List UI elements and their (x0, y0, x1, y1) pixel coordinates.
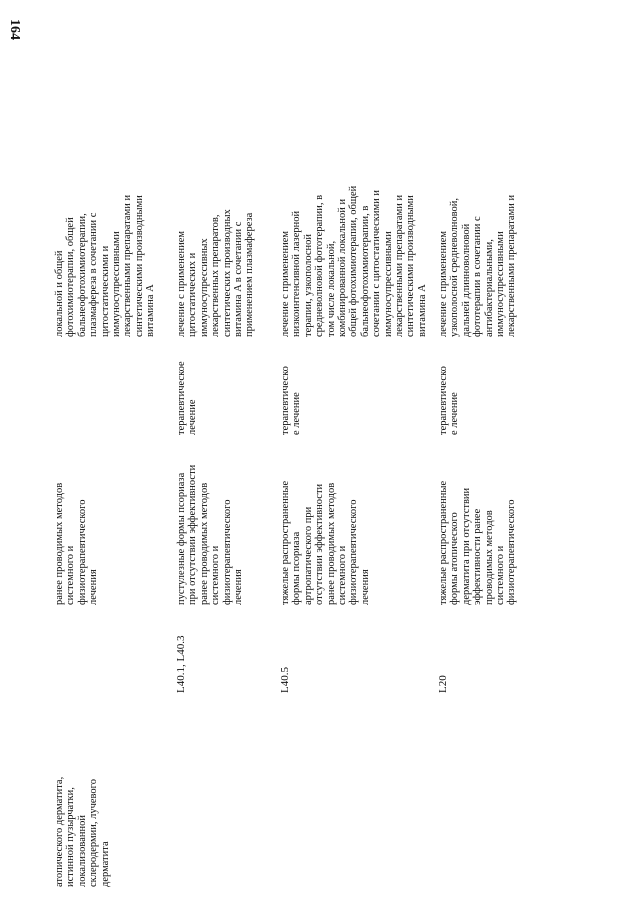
cell-line: плазмафереза в сочетании с (88, 212, 100, 337)
cell-line: системного и (495, 545, 507, 605)
cell-line: при отсутствии эффективности (187, 464, 199, 605)
cell-line: формы псориаза (291, 531, 303, 605)
cell-line: лекарственными препаратами и (122, 194, 134, 337)
cell-line: физиотерапевтического (76, 499, 88, 605)
cell-line: дерматита (99, 841, 111, 887)
row-0-disease (54, 777, 111, 887)
cell-line: системного и (210, 545, 222, 605)
cell-line: лечение с применением (280, 230, 291, 337)
cell-line: ранее проводимых методов (54, 482, 65, 605)
cell-line: фототерапии в сочетании с (472, 216, 484, 337)
row-0-model (54, 483, 100, 605)
cell-line: склеродермии, лучевого (88, 779, 100, 887)
cell-line: применением плазмафереза (244, 212, 256, 337)
row-3-method (438, 195, 518, 337)
cell-line: витамина A в сочетании с (233, 221, 245, 337)
row-1-model (176, 465, 244, 605)
cell-line: лечения (233, 569, 245, 605)
cell-line: атопического дерматита, (54, 776, 65, 887)
cell-line: иммуносупрессивными (382, 231, 394, 337)
cell-line: ранее проводимых методов (325, 482, 337, 605)
page-number: 164 (7, 19, 22, 40)
cell-line: локализованной (76, 815, 88, 887)
cell-line: цитостатических и (187, 252, 199, 337)
cell-line: артропатического при (302, 506, 314, 605)
cell-line: лечение с применением (176, 230, 187, 337)
cell-line: дальней длинноволновой (460, 223, 472, 337)
row-2-method (280, 186, 428, 337)
row-1-treatment-type (176, 361, 199, 435)
cell-line: синтетическими производными (405, 195, 417, 337)
cell-line: лечения (359, 569, 371, 605)
cell-line: средневолновой фототерапии, в (314, 194, 326, 337)
cell-line: терапевтическо (438, 366, 449, 435)
cell-line: системного и (337, 545, 349, 605)
cell-line: лечение (187, 399, 199, 435)
cell-line: иммуносупрессивными (495, 231, 507, 337)
row-2-treatment-type (280, 366, 303, 435)
row-2-model (280, 481, 371, 605)
cell-line: физиотерапевтического (348, 499, 360, 605)
cell-line: синтетических производных (221, 209, 233, 337)
cell-line: лечения (88, 569, 100, 605)
cell-line: системного и (65, 545, 77, 605)
cell-line: бальнеофотохимиотерапии, (76, 213, 88, 337)
cell-line: терапевтическо (280, 366, 291, 435)
cell-line: общей фотохимиотерапии, общей (348, 185, 360, 337)
cell-line: эффективности ранее (472, 508, 484, 605)
cell-line: локальной и общей (54, 250, 65, 337)
cell-line: терапии, узкополосной (302, 234, 314, 337)
row-3-treatment-type (438, 366, 461, 435)
cell-line: том числе локальной, (325, 240, 337, 337)
cell-line: тяжелые распространенные (438, 480, 449, 605)
cell-line: лечение с применением (438, 230, 449, 337)
cell-line: е лечение (291, 392, 303, 435)
cell-line: комбинированной локальной и (337, 198, 349, 337)
cell-line: антибактериальными, (483, 239, 495, 337)
cell-line: отсутствии эффективности (314, 483, 326, 605)
cell-line: синтетическими производными (133, 195, 145, 337)
cell-line: тяжелые распространенные (280, 480, 291, 605)
cell-line: е лечение (449, 392, 461, 435)
cell-line: витамина A (145, 284, 157, 337)
row-1-code: L40.1, L40.3 (175, 635, 187, 693)
cell-line: узкополосной средневолновой, (449, 197, 461, 337)
cell-line: сочетании с цитостатическими и (371, 190, 383, 337)
cell-line: дерматита при отсутствии (460, 487, 472, 605)
cell-line: лекарственными препаратами и (394, 194, 406, 337)
cell-line: цитостатическими и (99, 245, 111, 337)
cell-line: пустулезные формы псориаза (176, 472, 187, 605)
cell-line: ранее проводимых методов (198, 482, 210, 605)
cell-line: витамина A (416, 284, 428, 337)
cell-line: фотохимиотерапии, общей (65, 217, 77, 337)
cell-line: низкоинтенсивной лазерной (291, 210, 303, 337)
cell-line: физиотерапевтического (506, 499, 518, 605)
row-3-model (438, 481, 518, 605)
row-2-code: L40.5 (279, 667, 291, 693)
row-3-code: L20 (437, 675, 449, 693)
cell-line: терапевтическое (176, 361, 187, 435)
row-0-method (54, 195, 157, 337)
cell-line: лекарственными препаратами и (506, 194, 518, 337)
cell-line: лекарственных препаратов, (210, 214, 222, 337)
cell-line: бальнеофотохимиотерапии, в (359, 205, 371, 337)
cell-line: формы атопического (449, 512, 461, 605)
cell-line: истинной пузырчатки, (65, 787, 77, 887)
cell-line: проводимых методов (483, 510, 495, 605)
cell-line: иммуносупрессивных (198, 238, 210, 337)
row-1-method (176, 209, 256, 337)
cell-line: физиотерапевтического (221, 499, 233, 605)
cell-line: иммуносупрессивными (111, 231, 123, 337)
